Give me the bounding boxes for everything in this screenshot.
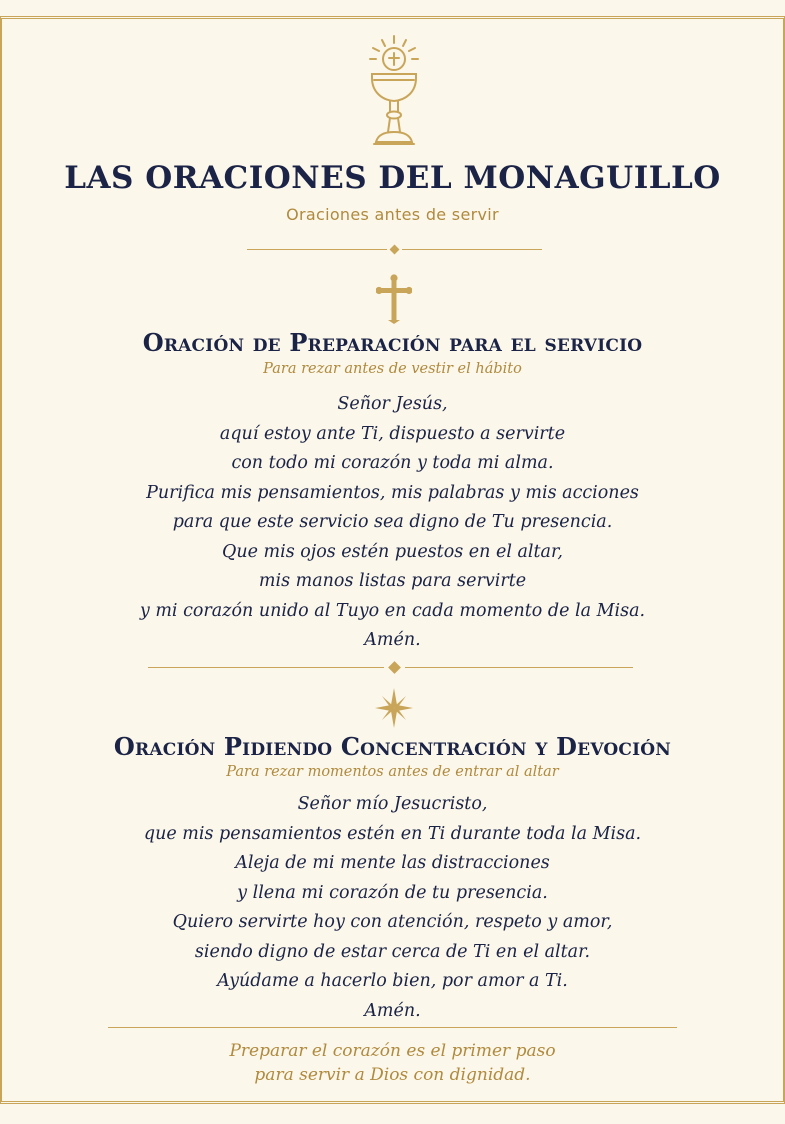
footer-line: Preparar el corazón es el primer paso (229, 1041, 556, 1061)
section-title: Oración Pidiendo Concentración y Devoción (113, 732, 672, 761)
section-title: Oración de Preparación para el servicio (142, 328, 643, 357)
prayer-line: Señor mío Jesucristo, (297, 794, 488, 814)
divider-diamond (388, 661, 401, 674)
prayer-line: Aleja de mi mente las distracciones (235, 853, 550, 873)
prayer-line: y llena mi corazón de tu presencia. (237, 882, 548, 903)
prayer-line: Señor Jesús, (337, 394, 448, 414)
prayer-line: Que mis ojos estén puestos en el altar, (221, 541, 563, 562)
prayer-line: Amén. (364, 1000, 421, 1021)
prayer-line: Ayúdame a hacerlo bien, por amor a Ti. (217, 971, 568, 991)
divider-diamond (390, 245, 400, 255)
divider (402, 249, 542, 250)
divider (247, 249, 387, 250)
prayer-line: aquí estoy ante Ti, dispuesto a servirte (219, 423, 566, 444)
prayer-line: para que este servicio sea digno de Tu presencia. (172, 512, 613, 532)
prayer-line: Purifica mis pensamientos, mis palabras y mis acciones (146, 482, 639, 503)
footer-quote (0, 1039, 785, 1087)
prayer-line: siendo digno de estar cerca de Ti en el altar. (194, 941, 591, 962)
prayer-line: Amén. (364, 630, 421, 650)
page-subtitle: Oraciones antes de servir (286, 205, 499, 224)
prayer-line: y mi corazón unido al Tuyo en cada momento de la Misa. (139, 600, 646, 621)
section-subtitle: Para rezar antes de vestir el hábito (263, 361, 522, 377)
divider (405, 667, 633, 668)
prayer-line: mis manos listas para servirte (258, 571, 527, 591)
footer-divider (108, 1027, 677, 1028)
cross-icon (376, 274, 412, 324)
prayer-line: Quiero servirte hoy con atención, respeto y amor, (172, 912, 613, 932)
prayer-line: con todo mi corazón y toda mi alma. (231, 453, 554, 473)
prayer-line: que mis pensamientos estén en Ti durante toda la Misa. (143, 823, 642, 844)
star-icon (375, 688, 413, 728)
divider (148, 667, 384, 668)
prayer-text (0, 790, 785, 1026)
section-subtitle: Para rezar momentos antes de entrar al altar (226, 764, 559, 780)
chalice-icon (362, 34, 426, 148)
prayer-text (0, 390, 785, 656)
page-title: LAS ORACIONES DEL MONAGUILLO (64, 160, 721, 196)
footer-line: para servir a Dios con dignidad. (254, 1065, 531, 1085)
